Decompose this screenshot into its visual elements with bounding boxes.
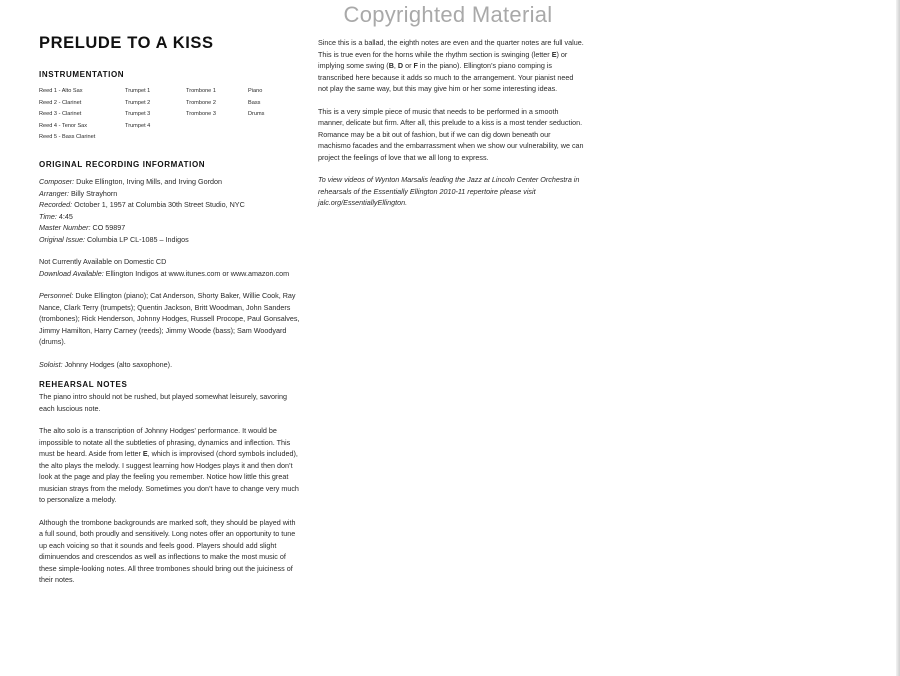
reed-item: Reed 3 - Clarinet xyxy=(39,111,82,118)
trombone-item: Trombone 3 xyxy=(186,111,216,118)
recording-download: Download Available: Ellington Indigos at www.itunes.com or www.amazon.com xyxy=(39,268,290,278)
page-edge-shadow xyxy=(896,0,900,676)
trumpets-column xyxy=(125,86,150,132)
copyright-watermark: Copyrighted Material xyxy=(343,2,553,27)
rhythm-item: Piano xyxy=(248,88,263,94)
trombone-item: Trombone 2 xyxy=(186,99,216,106)
left-column xyxy=(39,34,301,586)
reeds-column xyxy=(39,86,95,144)
simple-piece-paragraph: This is a very simple piece of music that needs to be performed in a smooth manner, delicate but firm. After all, this prelude to a kiss is a most tender seduction. Romance may be a bit out of fashion, but if we can dig down beneath our machismo facades and the embarrassment when we show our vulnerability, we can project the feelings of love that we all long to express. xyxy=(318,106,584,162)
recording-issue: Original Issue: Columbia LP CL-1085 – Indigos xyxy=(39,234,189,244)
recording-personnel: Personnel: Duke Ellington (piano); Cat Anderson, Shorty Baker, Willie Cook, Ray Nance, Clark Terry (trumpets); Quentin Jackson, Britt Woodman, John Sanders (trombones); Rick Henderson, Johnny Hodges, Russell Procope, Paul Gonsalves, Jimmy Hamilton, Harry Carney (reeds); Jimmy Woode (bass); Sam Woodyard (drums). xyxy=(39,291,300,346)
right-column xyxy=(318,37,584,209)
rehearsal-paragraph: The piano intro should not be rushed, but played somewhat leisurely, savoring each luscious note. xyxy=(39,392,287,413)
recording-info-heading: ORIGINAL RECORDING INFORMATION xyxy=(39,160,206,169)
rhythm-item: Bass xyxy=(248,99,261,106)
recording-soloist: Soloist: Johnny Hodges (alto saxophone). xyxy=(39,359,173,369)
ballad-paragraph: Since this is a ballad, the eighth notes are even and the quarter notes are full value. This is true even for the horns while the rhythm section is swinging (letter E) or implying some swing (B, D or F in the piano). Ellington’s piano comping is transcribed here because it adds so much to the arrangement. Your pianist need not play the same way, but this may give him or her some interesting ideas. xyxy=(318,38,584,93)
recording-composer: Composer: Duke Ellington, Irving Mills, and Irving Gordon xyxy=(39,177,222,186)
rehearsal-notes-heading: REHEARSAL NOTES xyxy=(39,380,128,389)
recording-availability: Not Currently Available on Domestic CD xyxy=(39,257,167,266)
recording-date: Recorded: October 1, 1957 at Columbia 30th Street Studio, NYC xyxy=(39,200,245,209)
rhythm-item: Drums xyxy=(248,111,265,118)
recording-time: Time: 4:45 xyxy=(39,211,73,221)
recording-master: Master Number: CO 59897 xyxy=(39,223,126,232)
reed-item: Reed 1 - Alto Sax xyxy=(39,88,83,94)
trombones-column xyxy=(186,86,216,121)
page-title: PRELUDE TO A KISS xyxy=(39,34,214,52)
reed-item: Reed 2 - Clarinet xyxy=(39,99,82,106)
reed-item: Reed 4 - Tenor Sax xyxy=(39,122,88,129)
rhythm-column xyxy=(248,86,264,121)
rehearsal-paragraph: The alto solo is a transcription of Johnny Hodges’ performance. It would be impossible to notate all the subtleties of phrasing, dynamics and inflection. This must be heard. Aside from letter E, which is improvised (chord symbols included), the alto plays the melody. I suggest learning how Hodges plays it and then don’t look at the page and play the feeling you remember. Notice how little this great musician strays from the melody. Sometimes you don’t have to change very much to personalize a melody. xyxy=(39,426,299,504)
rehearsal-paragraph: Although the trombone backgrounds are marked soft, they should be played with a full sound, both proudly and sensitively. Long notes offer an opportunity to tune up each voicing so that it sounds and feels good. Players should add slight diminuendos and crescendos as well as inflections to make the most music of these simple-looking notes. All three trombones should bring out the juiciness of their notes. xyxy=(39,517,296,584)
instrumentation-list xyxy=(39,86,301,156)
trumpet-item: Trumpet 4 xyxy=(125,122,151,129)
instrumentation-heading: INSTRUMENTATION xyxy=(39,70,125,79)
trumpet-item: Trumpet 2 xyxy=(125,99,151,106)
trombone-item: Trombone 1 xyxy=(186,88,216,94)
recording-arranger: Arranger: Billy Strayhorn xyxy=(39,188,118,198)
trumpet-item: Trumpet 3 xyxy=(125,111,151,118)
video-link-paragraph: To view videos of Wynton Marsalis leading the Jazz at Lincoln Center Orchestra in rehearsals of the Essentially Ellington 2010-11 repertoire please visit jalc.org/EssentiallyEllington. xyxy=(318,175,580,207)
reed-item: Reed 5 - Bass Clarinet xyxy=(39,134,96,141)
trumpet-item: Trumpet 1 xyxy=(125,88,151,94)
